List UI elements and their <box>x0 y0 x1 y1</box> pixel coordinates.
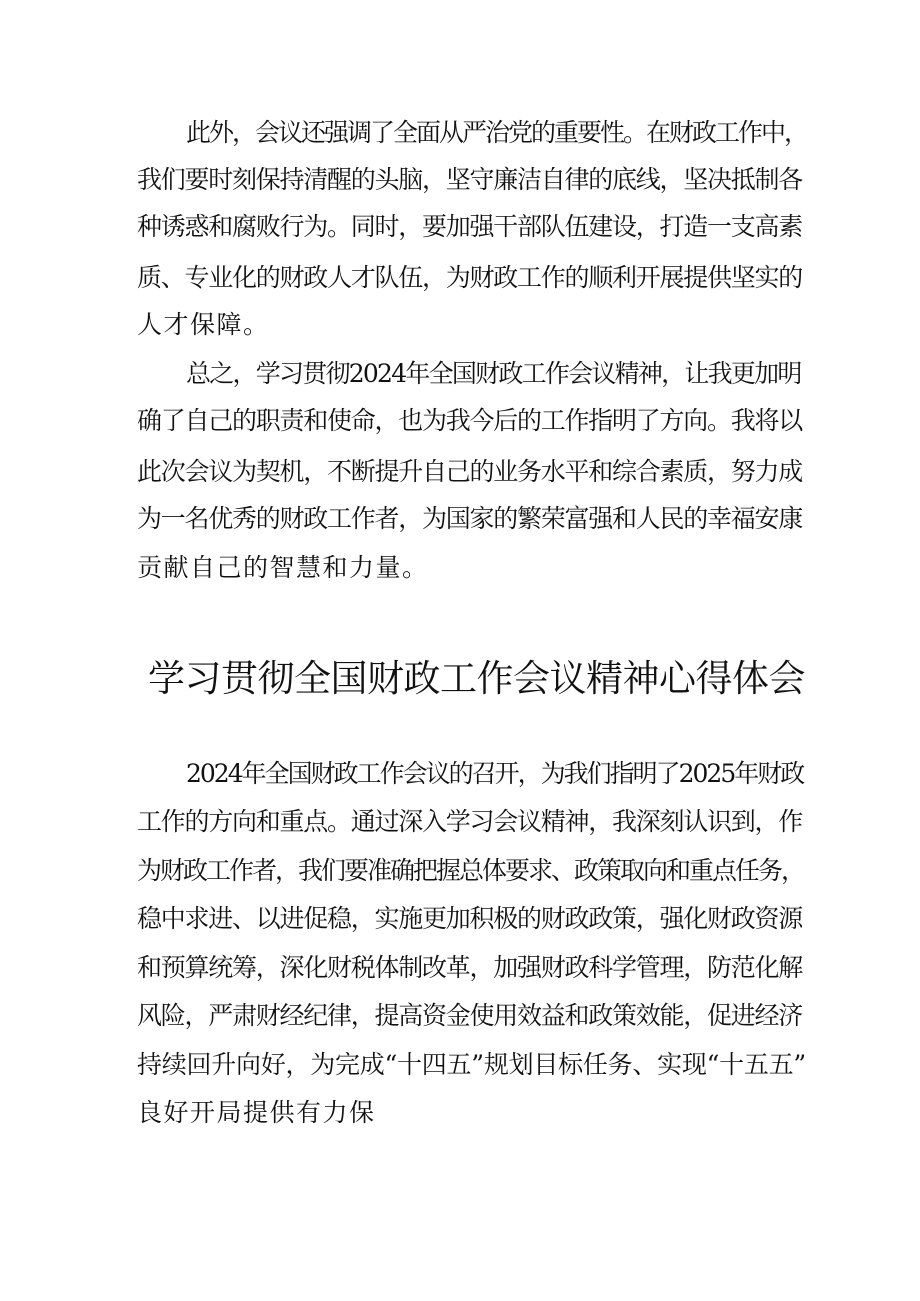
paragraph-line: 为一名优秀的财政工作者，为国家的繁荣富强和人民的幸福安康 <box>137 504 803 533</box>
paragraph-line: 此外，会议还强调了全面从严治党的重要性。在财政工作中， <box>186 118 808 147</box>
paragraph-line: 总之，学习贯彻2024年全国财政工作会议精神，让我更加明 <box>186 359 801 388</box>
paragraph-line: 我们要时刻保持清醒的头脑，坚守廉洁自律的底线，坚决抵制各 <box>137 165 803 194</box>
paragraph-line: 工作的方向和重点。通过深入学习会议精神，我深刻认识到，作 <box>137 807 803 836</box>
paragraph-line: 2024年全国财政工作会议的召开，为我们指明了2025年财政 <box>186 759 804 788</box>
paragraph-line: 为财政工作者，我们要准确把握总体要求、政策取向和重点任务， <box>137 856 805 885</box>
paragraph-line: 此次会议为契机，不断提升自己的业务水平和综合素质，努力成 <box>137 457 803 486</box>
paragraph-line: 风险，严肃财经纪律，提高资金使用效益和政策效能，促进经济 <box>137 1001 803 1030</box>
paragraph-line: 贡献自己的智慧和力量。 <box>137 553 429 582</box>
paragraph-line: 和预算统筹，深化财税体制改革，加强财政科学管理，防范化解 <box>137 953 803 982</box>
paragraph-line: 质、专业化的财政人才队伍，为财政工作的顺利开展提供坚实的 <box>137 263 803 292</box>
paragraph-line: 良好开局提供有力保 <box>137 1098 376 1127</box>
paragraph-line: 种诱惑和腐败行为。同时，要加强干部队伍建设，打造一支高素 <box>137 212 803 241</box>
paragraph-line: 确了自己的职责和使命，也为我今后的工作指明了方向。我将以 <box>137 406 803 435</box>
paragraph-line: 稳中求进、以进促稳，实施更加积极的财政政策，强化财政资源 <box>137 904 803 933</box>
paragraph-line: 人才保障。 <box>137 310 270 339</box>
paragraph-line: 持续回升向好，为完成“十四五”规划目标任务、实现“十五五” <box>137 1050 806 1079</box>
section-heading: 学习贯彻全国财政工作会议精神心得体会 <box>148 657 805 700</box>
